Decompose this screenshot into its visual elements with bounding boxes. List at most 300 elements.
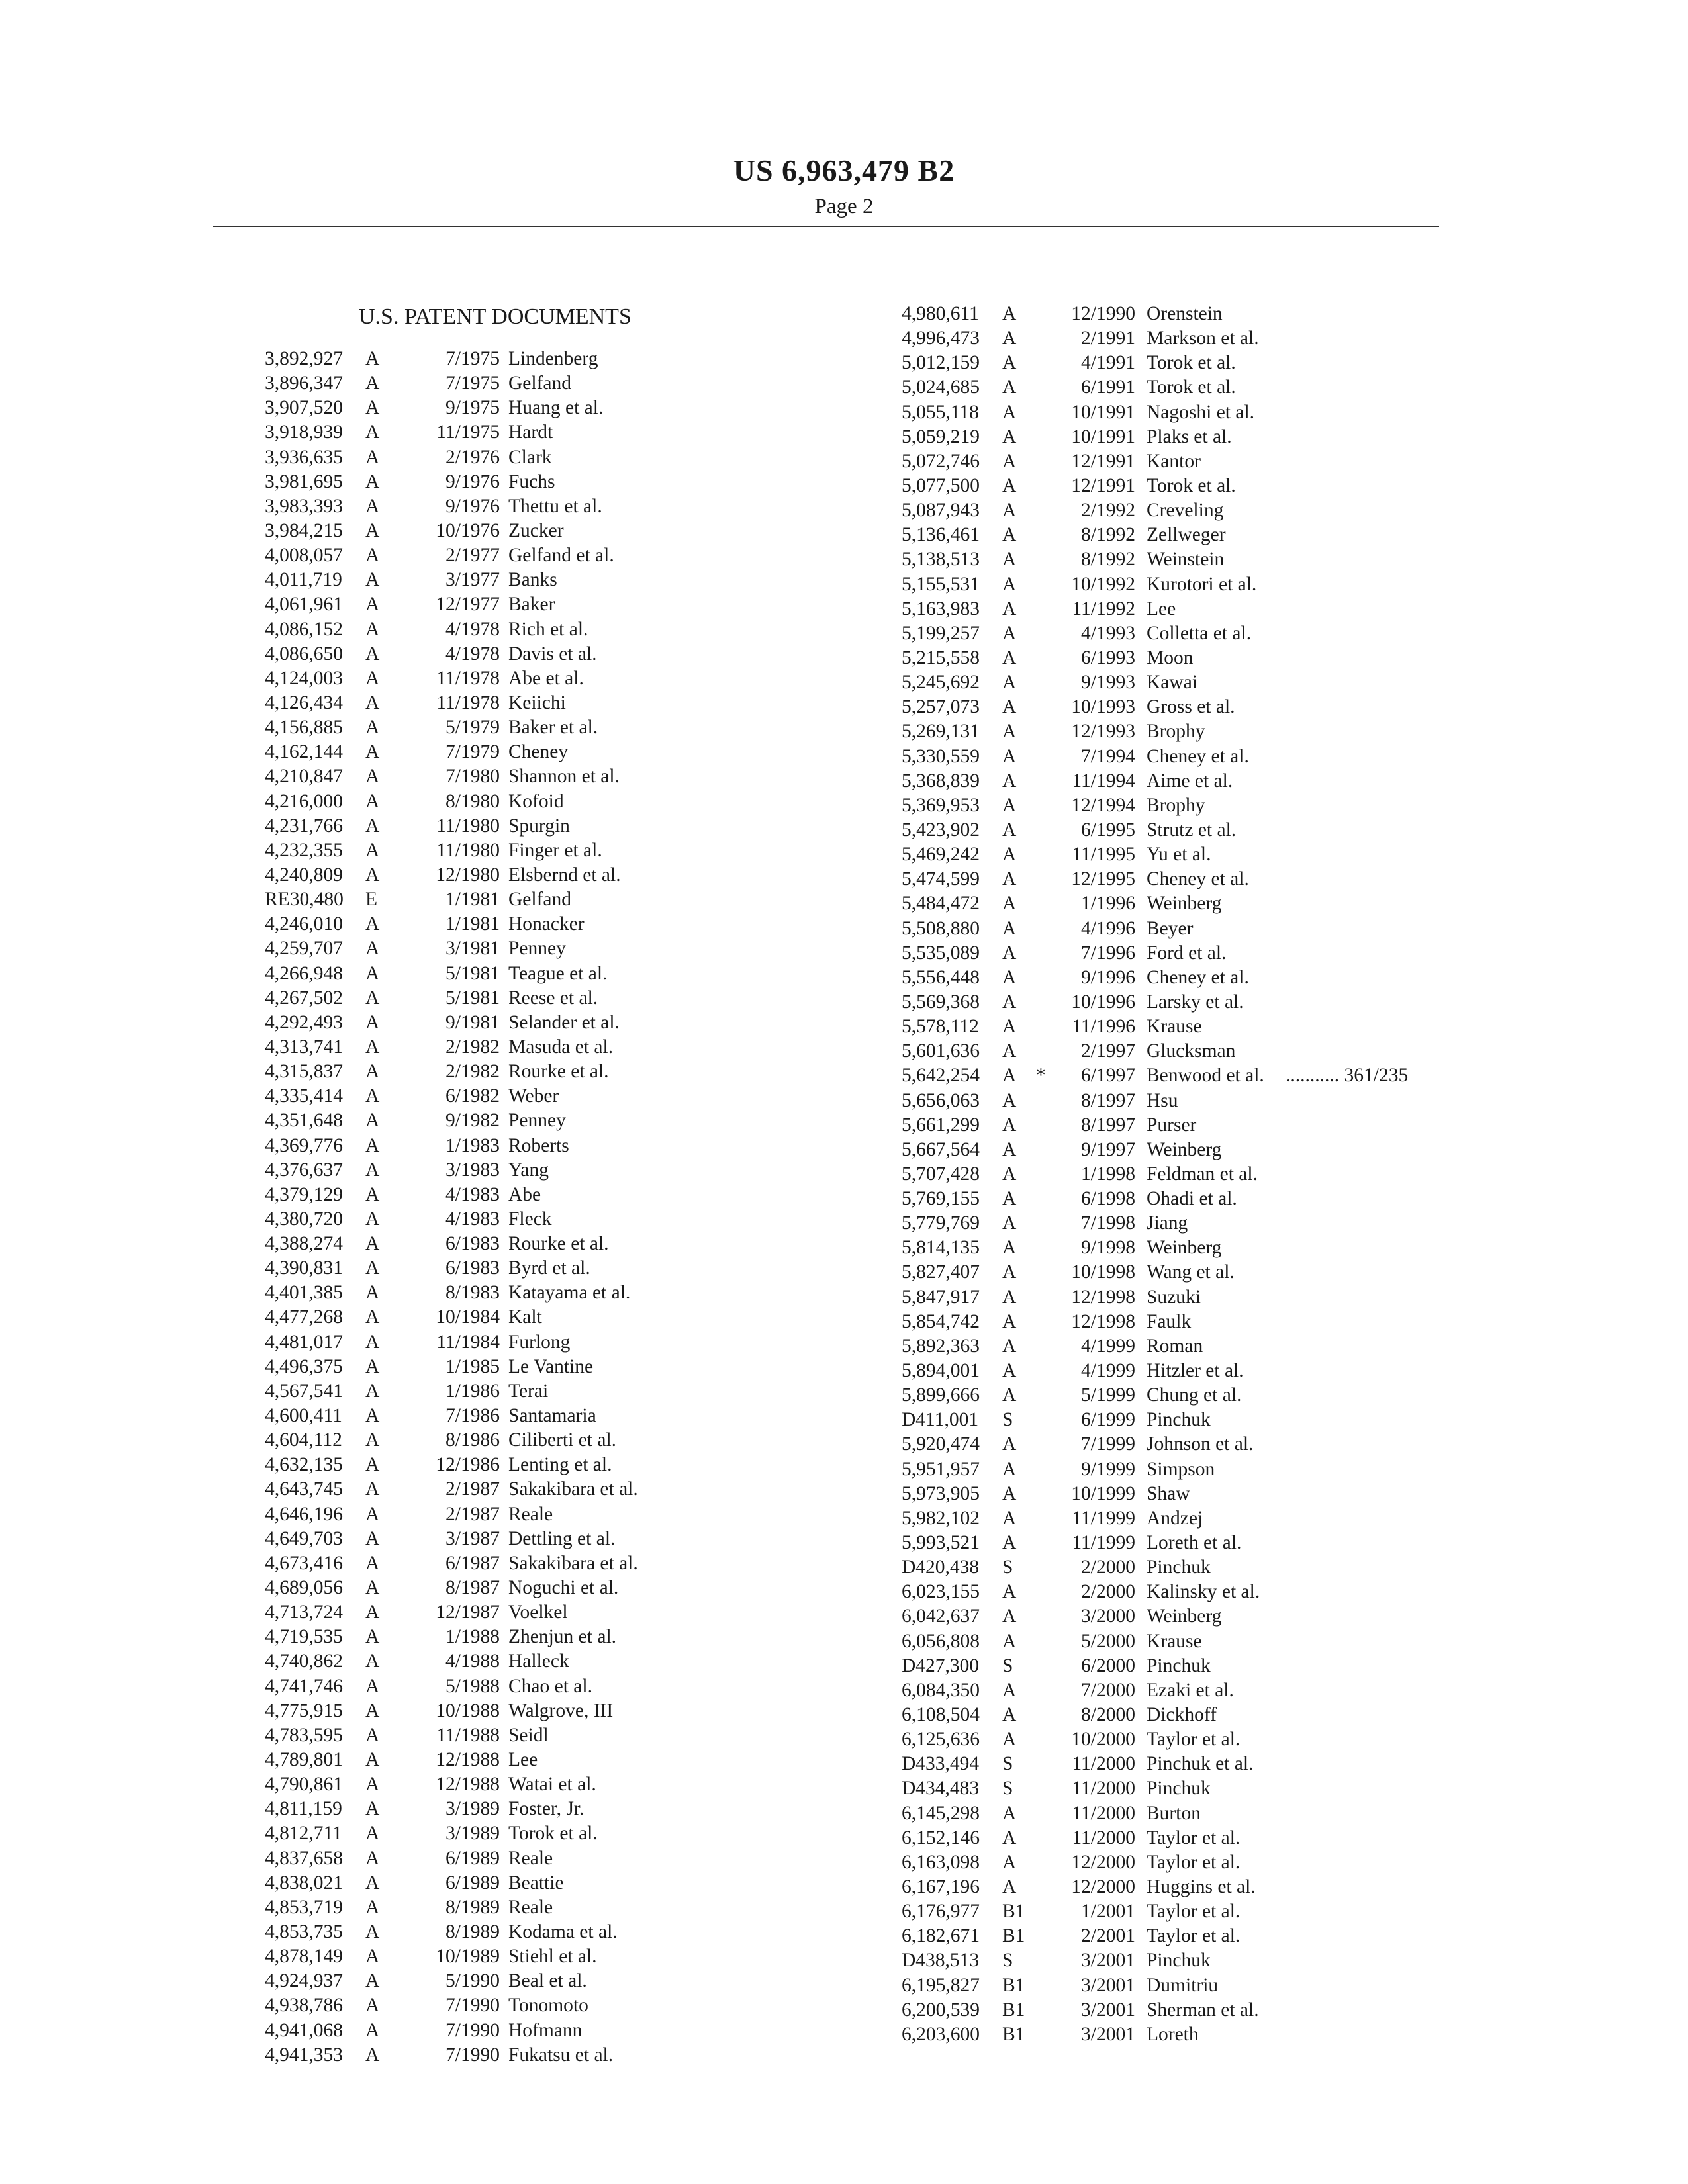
patent-number-cell: 5,215,558	[902, 647, 980, 668]
patent-number-cell: 6,195,827	[902, 1974, 980, 1996]
inventor-name-cell: Sakakibara et al.	[508, 1479, 638, 1500]
issue-date-cell: 10/1992	[1071, 573, 1135, 595]
kind-code-cell: A	[1002, 401, 1017, 423]
kind-code-cell: A	[1002, 524, 1017, 546]
issue-date-cell: 9/1999	[1081, 1458, 1135, 1480]
patent-number-cell: 4,380,720	[265, 1208, 343, 1230]
inventor-name-cell: Cheney et al.	[1147, 966, 1249, 988]
inventor-name-cell: Pinchuk	[1147, 1557, 1211, 1578]
issue-date-cell: 1/1985	[445, 1355, 500, 1377]
issue-date-cell: 11/1999	[1072, 1507, 1135, 1529]
kind-code-cell: A	[1002, 328, 1017, 349]
kind-code-cell: A	[365, 815, 380, 837]
issue-date-cell: 2/1977	[445, 545, 500, 567]
issue-date-cell: 7/1998	[1081, 1212, 1135, 1234]
patent-number-cell: 4,210,847	[265, 766, 343, 788]
inventor-name-cell: Sakakibara et al.	[508, 1552, 638, 1574]
inventor-name-cell: Cheney et al.	[1147, 868, 1249, 890]
kind-code-cell: A	[1002, 917, 1017, 939]
inventor-name-cell: Byrd et al.	[508, 1257, 590, 1279]
patent-number-cell: 5,899,666	[902, 1385, 980, 1406]
issue-date-cell: 2/1982	[445, 1036, 500, 1058]
patent-number-cell: 4,124,003	[265, 667, 343, 689]
kind-code-cell: A	[365, 1847, 380, 1869]
kind-code-cell: A	[1002, 794, 1017, 816]
issue-date-cell: 9/1996	[1081, 966, 1135, 988]
patent-number-cell: 4,741,746	[265, 1675, 343, 1697]
patent-number-cell: D433,494	[902, 1753, 980, 1775]
inventor-name-cell: Beattie	[508, 1872, 564, 1893]
inventor-name-cell: Selander et al.	[508, 1011, 620, 1033]
kind-code-cell: A	[1002, 1286, 1017, 1308]
inventor-name-cell: Hitzler et al.	[1147, 1360, 1244, 1382]
issue-date-cell: 12/1977	[436, 594, 500, 615]
patent-number-cell: 5,847,917	[902, 1286, 980, 1308]
patent-number-cell: 4,162,144	[265, 741, 343, 763]
kind-code-cell: A	[365, 1331, 380, 1353]
patent-number-cell: 4,600,411	[265, 1405, 342, 1427]
inventor-name-cell: Pinchuk	[1147, 1778, 1211, 1799]
patent-number-cell: 5,484,472	[902, 893, 980, 915]
cited-by-examiner-mark: *	[1036, 1065, 1046, 1087]
patent-number-cell: 4,292,493	[265, 1011, 343, 1033]
issue-date-cell: 8/1992	[1081, 549, 1135, 570]
issue-date-cell: 3/1989	[445, 1823, 500, 1844]
inventor-name-cell: Torok et al.	[1147, 352, 1236, 374]
issue-date-cell: 12/1998	[1071, 1286, 1135, 1308]
inventor-name-cell: Wang et al.	[1147, 1261, 1235, 1283]
issue-date-cell: 2/1992	[1081, 500, 1135, 522]
issue-date-cell: 2/2000	[1081, 1557, 1135, 1578]
issue-date-cell: 12/1988	[436, 1749, 500, 1771]
issue-date-cell: 12/1988	[436, 1774, 500, 1796]
kind-code-cell: A	[1002, 991, 1017, 1013]
patent-number-cell: 5,508,880	[902, 917, 980, 939]
inventor-name-cell: Teague et al.	[508, 962, 608, 984]
inventor-name-cell: Krause	[1147, 1016, 1202, 1038]
kind-code-cell: A	[365, 1183, 380, 1205]
patent-number-cell: 5,814,135	[902, 1237, 980, 1259]
page-number: Page 2	[814, 195, 874, 218]
kind-code-cell: A	[1002, 426, 1017, 447]
section-title: U.S. PATENT DOCUMENTS	[359, 304, 632, 329]
inventor-name-cell: Kodama et al.	[508, 1921, 618, 1942]
inventor-name-cell: Markson et al.	[1147, 328, 1259, 349]
kind-code-cell: A	[1002, 1507, 1017, 1529]
patent-number-cell: 5,077,500	[902, 475, 980, 496]
issue-date-cell: 12/1995	[1071, 868, 1135, 890]
issue-date-cell: 5/1988	[445, 1675, 500, 1697]
patent-number-cell: 5,951,957	[902, 1458, 980, 1480]
kind-code-cell: A	[365, 1602, 380, 1623]
kind-code-cell: A	[1002, 1163, 1017, 1185]
inventor-name-cell: Ohadi et al.	[1147, 1188, 1237, 1210]
patent-number-cell: 6,023,155	[902, 1581, 980, 1603]
kind-code-cell: A	[1002, 1458, 1017, 1480]
issue-date-cell: 7/1975	[445, 373, 500, 394]
kind-code-cell: S	[1002, 1409, 1013, 1431]
kind-code-cell: A	[1002, 1851, 1017, 1873]
patent-number-cell: 3,981,695	[265, 471, 343, 492]
inventor-name-cell: Santamaria	[508, 1405, 596, 1427]
inventor-name-cell: Beyer	[1147, 917, 1194, 939]
kind-code-cell: A	[365, 1577, 380, 1599]
patent-number-cell: 4,379,129	[265, 1183, 343, 1205]
patent-number-cell: 4,719,535	[265, 1626, 343, 1648]
issue-date-cell: 7/2000	[1081, 1679, 1135, 1701]
patent-number-cell: 6,167,196	[902, 1876, 980, 1897]
kind-code-cell: A	[365, 1896, 380, 1918]
kind-code-cell: A	[1002, 303, 1017, 324]
issue-date-cell: 5/1981	[445, 962, 500, 984]
issue-date-cell: 8/2000	[1081, 1704, 1135, 1726]
kind-code-cell: A	[1002, 696, 1017, 718]
patent-number-cell: 6,084,350	[902, 1679, 980, 1701]
inventor-name-cell: Taylor et al.	[1147, 1827, 1241, 1848]
kind-code-cell: A	[365, 1405, 380, 1427]
issue-date-cell: 2/1982	[445, 1061, 500, 1083]
patent-number-cell: 4,604,112	[265, 1430, 342, 1451]
issue-date-cell: 12/1994	[1071, 794, 1135, 816]
issue-date-cell: 12/1991	[1071, 475, 1135, 496]
kind-code-cell: B1	[1002, 2023, 1025, 2045]
kind-code-cell: A	[365, 667, 380, 689]
issue-date-cell: 1/1981	[445, 889, 500, 911]
kind-code-cell: A	[365, 1110, 380, 1132]
inventor-name-cell: Torok et al.	[508, 1823, 598, 1844]
issue-date-cell: 9/1982	[445, 1110, 500, 1132]
kind-code-cell: A	[365, 1823, 380, 1844]
inventor-name-cell: Colletta et al.	[1147, 622, 1252, 644]
patent-number-cell: 4,837,658	[265, 1847, 343, 1869]
inventor-name-cell: Beal et al.	[508, 1970, 587, 1992]
issue-date-cell: 11/1994	[1072, 770, 1135, 792]
patent-number-cell: 5,578,112	[902, 1016, 979, 1038]
inventor-name-cell: Orenstein	[1147, 303, 1223, 324]
inventor-name-cell: Reale	[508, 1503, 553, 1525]
issue-date-cell: 9/1976	[445, 471, 500, 492]
kind-code-cell: A	[365, 1749, 380, 1771]
patent-number: US 6,963,479 B2	[733, 154, 955, 187]
kind-code-cell: B1	[1002, 1925, 1025, 1947]
inventor-name-cell: Furlong	[508, 1331, 571, 1353]
inventor-name-cell: Baker et al.	[508, 717, 598, 739]
kind-code-cell: S	[1002, 1557, 1013, 1578]
patent-number-cell: 5,667,564	[902, 1138, 980, 1160]
inventor-name-cell: Zucker	[508, 520, 564, 541]
inventor-name-cell: Glucksman	[1147, 1040, 1236, 1062]
issue-date-cell: 4/1993	[1081, 622, 1135, 644]
issue-date-cell: 3/1983	[445, 1159, 500, 1181]
inventor-name-cell: Honacker	[508, 913, 585, 935]
patent-number-cell: 5,601,636	[902, 1040, 980, 1062]
inventor-name-cell: Noguchi et al.	[508, 1577, 619, 1599]
kind-code-cell: A	[1002, 500, 1017, 522]
patent-number-cell: 4,126,434	[265, 692, 343, 713]
kind-code-cell: A	[365, 397, 380, 419]
patent-number-cell: D438,513	[902, 1950, 980, 1972]
issue-date-cell: 7/1975	[445, 348, 500, 369]
patent-number-cell: 4,401,385	[265, 1282, 343, 1304]
patent-number-cell: 4,689,056	[265, 1577, 343, 1599]
kind-code-cell: A	[1002, 868, 1017, 890]
kind-code-cell: A	[1002, 1581, 1017, 1603]
issue-date-cell: 5/1999	[1081, 1385, 1135, 1406]
kind-code-cell: A	[365, 1036, 380, 1058]
issue-date-cell: 11/1978	[436, 692, 500, 713]
inventor-name-cell: Dettling et al.	[508, 1527, 616, 1549]
issue-date-cell: 3/2001	[1081, 1950, 1135, 1972]
inventor-name-cell: Shaw	[1147, 1482, 1190, 1504]
issue-date-cell: 12/1991	[1071, 450, 1135, 472]
kind-code-cell: A	[365, 1257, 380, 1279]
patent-number-cell: 6,145,298	[902, 1802, 980, 1824]
patent-number-cell: 6,125,636	[902, 1729, 980, 1751]
patent-number-cell: 4,315,837	[265, 1061, 343, 1083]
patent-number-cell: 5,556,448	[902, 966, 980, 988]
issue-date-cell: 11/1995	[1072, 844, 1135, 866]
kind-code-cell: A	[1002, 1237, 1017, 1259]
kind-code-cell: A	[1002, 475, 1017, 496]
patent-number-cell: 4,086,152	[265, 618, 343, 640]
kind-code-cell: A	[365, 422, 380, 443]
kind-code-cell: B1	[1002, 1974, 1025, 1996]
kind-code-cell: A	[1002, 1532, 1017, 1554]
inventor-name-cell: Taylor et al.	[1147, 1901, 1241, 1923]
page-header	[0, 151, 1688, 221]
inventor-name-cell: Roman	[1147, 1335, 1203, 1357]
kind-code-cell: A	[1002, 598, 1017, 619]
inventor-name-cell: Hardt	[508, 422, 553, 443]
kind-code-cell: A	[365, 1503, 380, 1525]
inventor-name-cell: Purser	[1147, 1114, 1197, 1136]
inventor-name-cell: Hofmann	[508, 2019, 583, 2041]
kind-code-cell: A	[1002, 1114, 1017, 1136]
patent-number-cell: 6,200,539	[902, 1999, 980, 2021]
inventor-name-cell: Gelfand et al.	[508, 545, 614, 567]
kind-code-cell: A	[365, 987, 380, 1009]
issue-date-cell: 8/1997	[1081, 1114, 1135, 1136]
issue-date-cell: 9/1997	[1081, 1138, 1135, 1160]
issue-date-cell: 1/1988	[445, 1626, 500, 1648]
kind-code-cell: A	[365, 1233, 380, 1255]
patent-number-cell: 4,713,724	[265, 1602, 343, 1623]
issue-date-cell: 3/1977	[445, 569, 500, 591]
patent-number-cell: 4,980,611	[902, 303, 979, 324]
issue-date-cell: 4/1978	[445, 618, 500, 640]
kind-code-cell: A	[1002, 1433, 1017, 1455]
patent-number-cell: 4,232,355	[265, 839, 343, 861]
inventor-name-cell: Walgrove, III	[508, 1700, 614, 1721]
issue-date-cell: 8/1989	[445, 1921, 500, 1942]
issue-date-cell: 4/1999	[1081, 1360, 1135, 1382]
patent-number-cell: 5,707,428	[902, 1163, 980, 1185]
issue-date-cell: 3/2000	[1081, 1606, 1135, 1627]
inventor-name-cell: Ciliberti et al.	[508, 1430, 617, 1451]
patent-number-cell: D434,483	[902, 1778, 980, 1799]
issue-date-cell: 12/1986	[436, 1454, 500, 1476]
kind-code-cell: A	[365, 1479, 380, 1500]
patent-number-cell: 5,136,461	[902, 524, 980, 546]
kind-code-cell: A	[1002, 622, 1017, 644]
issue-date-cell: 10/1999	[1071, 1482, 1135, 1504]
inventor-name-cell: Weinberg	[1147, 893, 1222, 915]
issue-date-cell: 3/2001	[1081, 1999, 1135, 2021]
patent-number-cell: 5,642,254	[902, 1065, 980, 1087]
issue-date-cell: 11/1978	[436, 667, 500, 689]
patent-number-cell: 5,474,599	[902, 868, 980, 890]
patent-number-cell: 6,042,637	[902, 1606, 980, 1627]
inventor-name-cell: Hsu	[1147, 1089, 1178, 1111]
inventor-name-cell: Benwood et al.	[1147, 1065, 1264, 1087]
issue-date-cell: 5/1981	[445, 987, 500, 1009]
issue-date-cell: 7/1999	[1081, 1433, 1135, 1455]
patent-number-cell: 3,936,635	[265, 446, 343, 468]
patent-number-cell: 5,163,983	[902, 598, 980, 619]
patent-number-cell: 4,259,707	[265, 938, 343, 960]
patent-number-cell: 4,649,703	[265, 1527, 343, 1549]
inventor-name-cell: Chung et al.	[1147, 1385, 1242, 1406]
issue-date-cell: 10/1993	[1071, 696, 1135, 718]
inventor-name-cell: Roberts	[508, 1134, 569, 1156]
inventor-name-cell: Huggins et al.	[1147, 1876, 1256, 1897]
classification-cell: ........... 361/235	[1286, 1065, 1409, 1087]
inventor-name-cell: Moon	[1147, 647, 1194, 668]
patent-number-cell: 5,155,531	[902, 573, 980, 595]
inventor-name-cell: Kofoid	[508, 790, 564, 812]
patent-number-cell: 5,087,943	[902, 500, 980, 522]
kind-code-cell: A	[365, 545, 380, 567]
issue-date-cell: 10/1998	[1071, 1261, 1135, 1283]
patent-number-cell: 4,878,149	[265, 1946, 343, 1968]
inventor-name-cell: Yu et al.	[1147, 844, 1211, 866]
inventor-name-cell: Loreth	[1147, 2023, 1199, 2045]
patent-number-cell: 3,907,520	[265, 397, 343, 419]
patent-number-cell: 5,973,905	[902, 1482, 980, 1504]
inventor-name-cell: Reese et al.	[508, 987, 598, 1009]
inventor-name-cell: Rourke et al.	[508, 1061, 609, 1083]
patent-number-cell: 4,853,735	[265, 1921, 343, 1942]
kind-code-cell: A	[1002, 1482, 1017, 1504]
kind-code-cell: A	[365, 1970, 380, 1992]
kind-code-cell: A	[1002, 647, 1017, 668]
inventor-name-cell: Krause	[1147, 1630, 1202, 1652]
kind-code-cell: A	[365, 471, 380, 492]
patent-number-cell: 4,789,801	[265, 1749, 343, 1771]
issue-date-cell: 4/1988	[445, 1651, 500, 1672]
kind-code-cell: A	[365, 1282, 380, 1304]
patent-number-cell: 3,896,347	[265, 373, 343, 394]
kind-code-cell: A	[1002, 450, 1017, 472]
patent-number-cell: 5,854,742	[902, 1310, 980, 1332]
patent-number-cell: 3,918,939	[265, 422, 343, 443]
inventor-name-cell: Terai	[508, 1380, 549, 1402]
kind-code-cell: E	[365, 889, 378, 911]
kind-code-cell: A	[365, 692, 380, 713]
kind-code-cell: S	[1002, 1950, 1013, 1972]
issue-date-cell: 6/1987	[445, 1552, 500, 1574]
patent-number-cell: 5,369,953	[902, 794, 980, 816]
issue-date-cell: 6/1998	[1081, 1188, 1135, 1210]
patent-number-cell: D420,438	[902, 1557, 980, 1578]
issue-date-cell: 7/1986	[445, 1405, 500, 1427]
patent-number-cell: 4,086,650	[265, 643, 343, 664]
inventor-name-cell: Reale	[508, 1847, 553, 1869]
issue-date-cell: 2/1997	[1081, 1040, 1135, 1062]
issue-date-cell: 11/1984	[436, 1331, 500, 1353]
patent-number-cell: 4,567,541	[265, 1380, 343, 1402]
kind-code-cell: A	[365, 1159, 380, 1181]
kind-code-cell: A	[365, 790, 380, 812]
issue-date-cell: 12/1998	[1071, 1310, 1135, 1332]
kind-code-cell: A	[365, 1774, 380, 1796]
patent-number-cell: 4,941,068	[265, 2019, 343, 2041]
issue-date-cell: 4/1991	[1081, 352, 1135, 374]
kind-code-cell: S	[1002, 1778, 1013, 1799]
kind-code-cell: A	[365, 446, 380, 468]
issue-date-cell: 8/1986	[445, 1430, 500, 1451]
patent-number-cell: 4,673,416	[265, 1552, 343, 1574]
kind-code-cell: A	[365, 1552, 380, 1574]
inventor-name-cell: Andzej	[1147, 1507, 1203, 1529]
patent-number-cell: 5,661,299	[902, 1114, 980, 1136]
patent-number-cell: 5,330,559	[902, 745, 980, 767]
issue-date-cell: 6/2000	[1081, 1655, 1135, 1676]
patent-number-cell: 6,163,098	[902, 1851, 980, 1873]
kind-code-cell: A	[365, 373, 380, 394]
patent-number-cell: 4,156,885	[265, 717, 343, 739]
inventor-name-cell: Lee	[508, 1749, 538, 1771]
inventor-name-cell: Zellweger	[1147, 524, 1226, 546]
issue-date-cell: 8/1983	[445, 1282, 500, 1304]
kind-code-cell: B1	[1002, 1901, 1025, 1923]
patent-number-cell: 4,246,010	[265, 913, 343, 935]
patent-number-cell: 5,894,001	[902, 1360, 980, 1382]
inventor-name-cell: Lee	[1147, 598, 1176, 619]
issue-date-cell: 11/2000	[1072, 1778, 1135, 1799]
kind-code-cell: A	[365, 1355, 380, 1377]
inventor-name-cell: Fuchs	[508, 471, 555, 492]
issue-date-cell: 6/1989	[445, 1847, 500, 1869]
issue-date-cell: 7/1990	[445, 1995, 500, 2017]
inventor-name-cell: Fukatsu et al.	[508, 2044, 614, 2066]
issue-date-cell: 8/1992	[1081, 524, 1135, 546]
kind-code-cell: A	[1002, 893, 1017, 915]
patent-number-cell: 5,982,102	[902, 1507, 980, 1529]
kind-code-cell: A	[365, 520, 380, 541]
patent-number-cell: 5,012,159	[902, 352, 980, 374]
inventor-name-cell: Banks	[508, 569, 557, 591]
issue-date-cell: 4/1996	[1081, 917, 1135, 939]
issue-date-cell: 2/1987	[445, 1479, 500, 1500]
inventor-name-cell: Lindenberg	[508, 348, 598, 369]
inventor-name-cell: Taylor et al.	[1147, 1729, 1241, 1751]
kind-code-cell: S	[1002, 1753, 1013, 1775]
inventor-name-cell: Lenting et al.	[508, 1454, 612, 1476]
issue-date-cell: 10/2000	[1071, 1729, 1135, 1751]
issue-date-cell: 8/1980	[445, 790, 500, 812]
inventor-name-cell: Shannon et al.	[508, 766, 620, 788]
inventor-name-cell: Rourke et al.	[508, 1233, 609, 1255]
patent-number-cell: 3,983,393	[265, 495, 343, 517]
kind-code-cell: A	[1002, 1679, 1017, 1701]
patent-number-cell: 5,656,063	[902, 1089, 980, 1111]
issue-date-cell: 9/1993	[1081, 672, 1135, 694]
issue-date-cell: 10/1988	[436, 1700, 500, 1721]
inventor-name-cell: Kalinsky et al.	[1147, 1581, 1260, 1603]
patent-number-cell: 5,469,242	[902, 844, 980, 866]
patent-number-cell: 4,335,414	[265, 1085, 343, 1107]
